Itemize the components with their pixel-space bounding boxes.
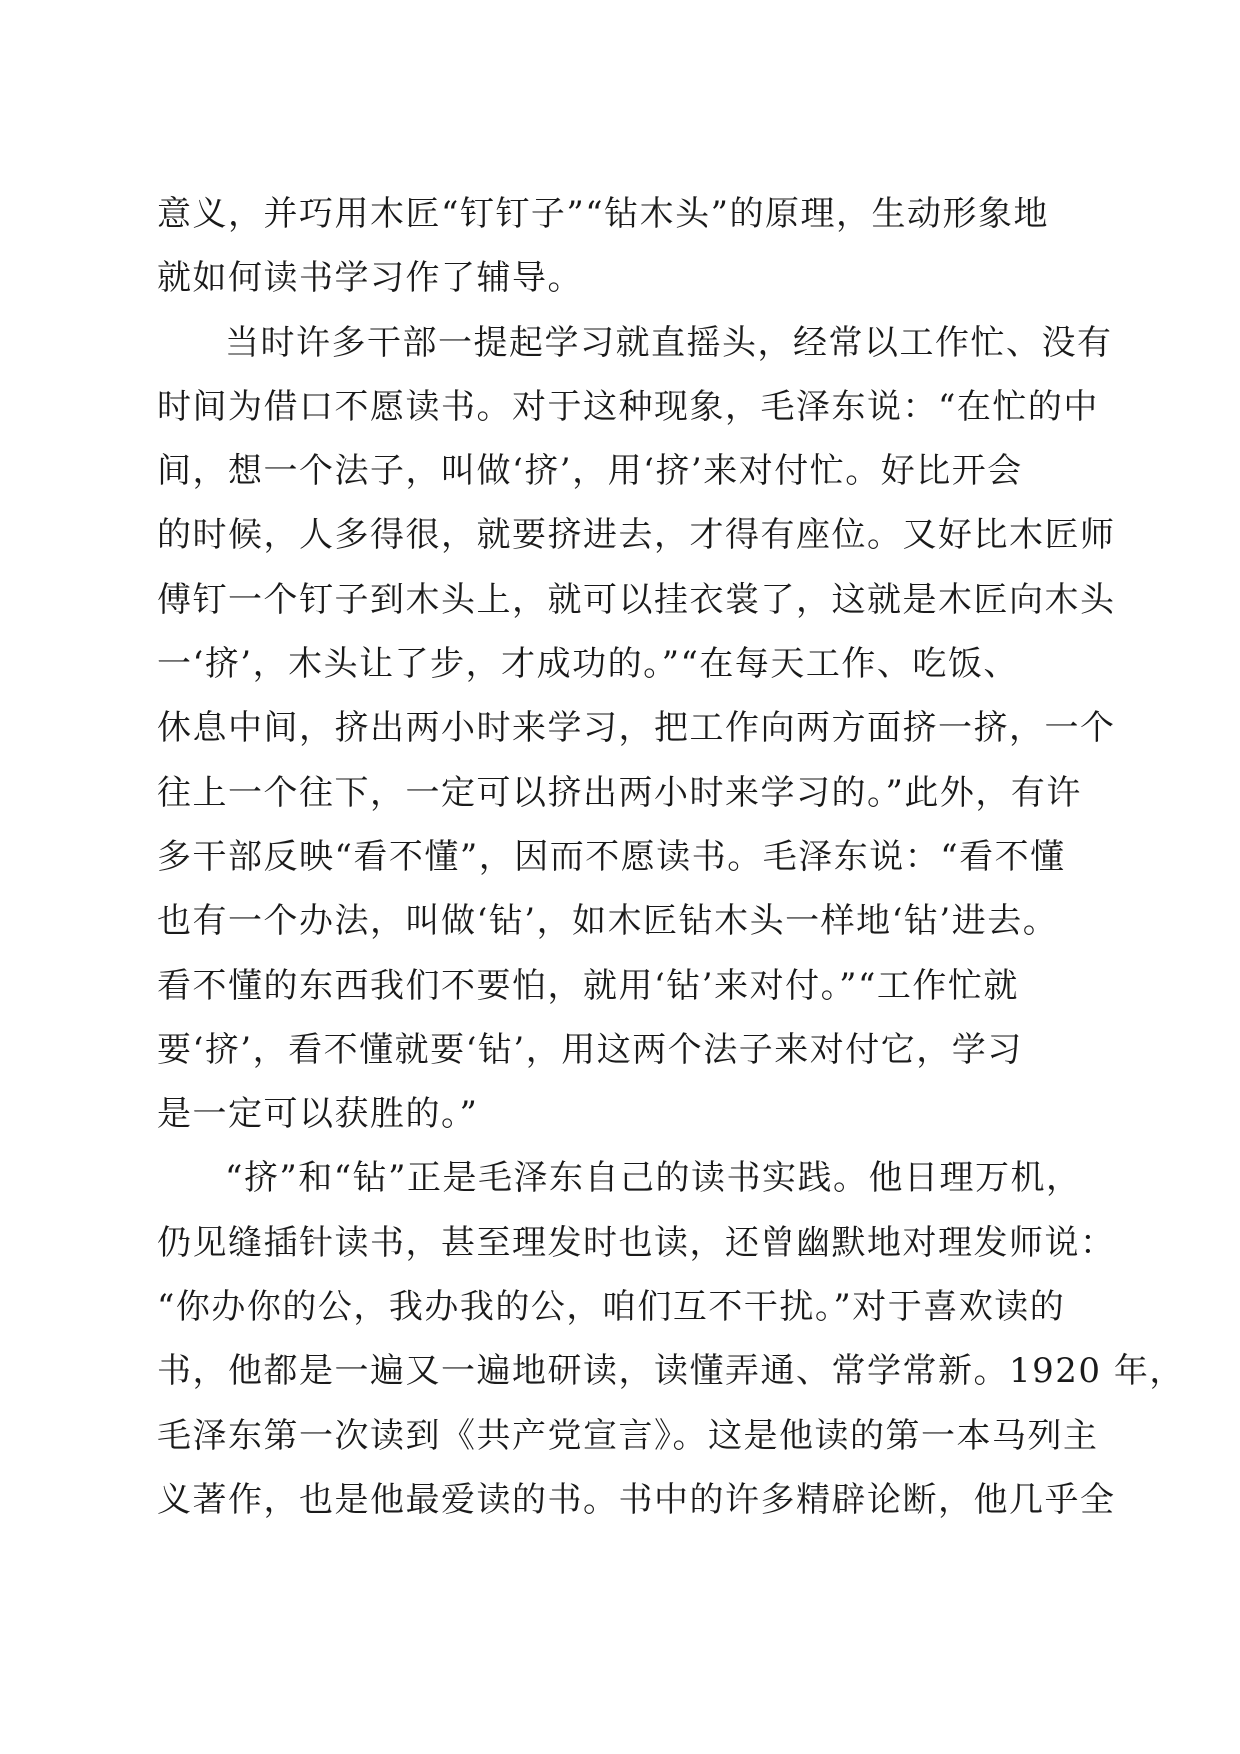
paragraph-start-line: 当时许多干部一提起学习就直摇头，经常以工作忙、没有 [225,322,1113,363]
text-line: 意义，并巧用木匠“钉钉子”“钻木头”的原理，生动形象地 [157,194,1050,234]
text-line: 义著作，也是他最爱读的书。书中的许多精辟论断，他几乎全 [157,1479,1116,1520]
text-line: 仍见缝插针读书，甚至理发时也读，还曾幽默地对理发师说： [157,1222,1116,1263]
text-line: 看不懂的东西我们不要怕，就用‘钻’来对付。”“工作忙就 [157,965,1019,1006]
text-line: 往上一个往下，一定可以挤出两小时来学习的。”此外，有许 [157,772,1082,813]
text-line: 要‘挤’，看不懂就要‘钻’，用这两个法子来对付它，学习 [157,1029,1023,1070]
text-line: 也有一个办法，叫做‘钻’，如木匠钻木头一样地‘钻’进去。 [157,901,1059,942]
text-line: 休息中间，挤出两小时来学习，把工作向两方面挤一挤，一个 [157,708,1116,749]
text-line: 多干部反映“看不懂”，因而不愿读书。毛泽东说：“看不懂 [157,836,1066,877]
text-line: 毛泽东第一次读到《共产党宣言》。这是他读的第一本马列主 [157,1415,1099,1456]
text-line: 一‘挤’，木头让了步，才成功的。”“在每天工作、吃饭、 [157,644,1019,685]
text-line: 间，想一个法子，叫做‘挤’，用‘挤’来对付忙。好比开会 [157,451,1023,492]
text-line: 是一定可以获胜的。” [157,1094,479,1135]
body-text [157,182,1185,1532]
text-line: “你办你的公，我办我的公，咱们互不干扰。”对于喜欢读的 [157,1287,1066,1328]
text-line: 书，他都是一遍又一遍地研读，读懂弄通、常学常新。1920 年， [157,1351,1185,1392]
paragraph-start-line: “挤”和“钻”正是毛泽东自己的读书实践。他日理万机， [225,1158,1082,1199]
text-line: 时间为借口不愿读书。对于这种现象，毛泽东说：“在忙的中 [157,386,1099,427]
text-line: 的时候，人多得很，就要挤进去，才得有座位。又好比木匠师 [157,515,1116,556]
text-line: 傅钉一个钉子到木头上，就可以挂衣裳了，这就是木匠向木头 [157,579,1116,620]
text-line: 就如何读书学习作了辅导。 [157,258,583,299]
